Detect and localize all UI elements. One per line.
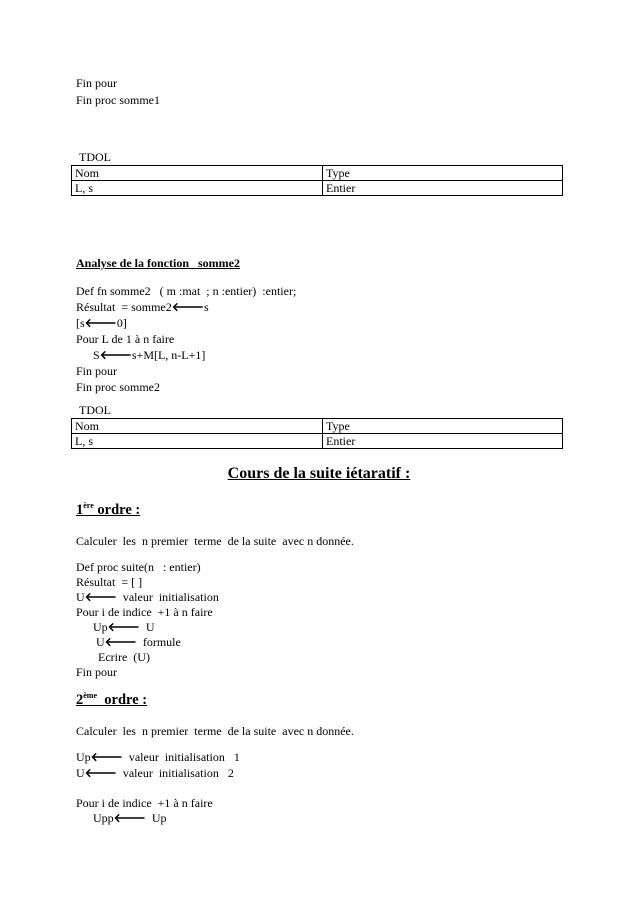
table-header-nom: Nom — [72, 166, 323, 181]
table-header-type: Type — [323, 166, 563, 181]
left-arrow-icon: 🡐 — [84, 316, 117, 330]
table-header-nom: Nom — [72, 419, 323, 434]
left-arrow-icon: 🡐 — [113, 811, 146, 825]
text-part: S — [93, 348, 100, 362]
left-arrow-icon: 🡐 — [84, 590, 117, 604]
tdol-title: TDOL — [79, 150, 111, 164]
superscript: ère — [83, 501, 94, 510]
table-cell-nom: L, s — [72, 181, 323, 196]
line-u-init — [76, 590, 219, 604]
text-part: 0] — [116, 316, 127, 330]
line-fin-pour: Fin pour — [76, 76, 118, 90]
line-body — [93, 348, 205, 362]
text-part: valeur initialisation — [116, 590, 219, 604]
line-upp-up — [93, 811, 167, 825]
text-part: Résultat = somme2 — [76, 300, 172, 314]
table-row — [72, 181, 563, 196]
table-cell-type: Entier — [323, 181, 563, 196]
text-part: U — [76, 766, 85, 780]
left-arrow-icon: 🡐 — [104, 635, 137, 649]
cours-heading: Cours de la suite iétaratif : — [227, 465, 411, 482]
tdol-title: TDOL — [79, 403, 111, 417]
line-pour: Pour i de indice +1 à n faire — [76, 605, 213, 619]
text-part: valeur initialisation 1 — [122, 750, 240, 764]
text-part: formule — [136, 635, 181, 649]
ordre1-heading — [76, 501, 140, 519]
text-part: [s — [76, 316, 85, 330]
table-cell-nom: L, s — [72, 434, 323, 449]
text-part: U — [96, 635, 105, 649]
text-part: Up — [93, 620, 108, 634]
line-fin-proc-somme2: Fin proc somme2 — [76, 380, 160, 394]
left-arrow-icon: 🡐 — [90, 750, 123, 764]
text-part: Up — [76, 750, 91, 764]
text-part: valeur initialisation 2 — [116, 766, 234, 780]
line-resultat — [76, 300, 209, 314]
tdol-table-2 — [71, 418, 563, 449]
line-up-u — [93, 620, 155, 634]
line-resultat: Résultat = [ ] — [76, 575, 143, 589]
table-row — [72, 166, 563, 181]
line-init — [76, 316, 127, 330]
left-arrow-icon: 🡐 — [171, 300, 204, 314]
line-def-fn: Def fn somme2 ( m :mat ; n :entier) :entier; — [76, 284, 297, 298]
line-ecrire: Ecrire (U) — [98, 650, 150, 664]
ordre2-heading — [76, 691, 147, 709]
text-part: U — [76, 590, 85, 604]
text-part: ordre : — [97, 692, 148, 708]
text-part: s+M[L, n-L+1] — [131, 348, 206, 362]
text-part: U — [139, 620, 155, 634]
line-def-proc: Def proc suite(n : entier) — [76, 560, 201, 574]
line-pour-2: Pour i de indice +1 à n faire — [76, 796, 213, 810]
line-fin-pour-3: Fin pour — [76, 665, 118, 679]
tdol-table-1 — [71, 165, 563, 196]
line-fin-pour-2: Fin pour — [76, 364, 118, 378]
text-part: s — [203, 300, 209, 314]
ordre2-description: Calculer les n premier terme de la suite avec n donnée. — [76, 724, 354, 738]
superscript: ème — [83, 691, 98, 700]
text-part: 2 — [76, 692, 84, 708]
line-up-init — [76, 750, 240, 764]
line-fin-proc-somme1: Fin proc somme1 — [76, 93, 160, 107]
left-arrow-icon: 🡐 — [84, 766, 117, 780]
line-u-formule — [96, 635, 181, 649]
text-part: ordre : — [93, 502, 141, 518]
text-part: Up — [145, 811, 167, 825]
left-arrow-icon: 🡐 — [107, 620, 140, 634]
line-pour: Pour L de 1 à n faire — [76, 332, 175, 346]
left-arrow-icon: 🡐 — [99, 348, 132, 362]
table-cell-type: Entier — [323, 434, 563, 449]
analyse-title: Analyse de la fonction somme2 — [76, 256, 240, 270]
table-row — [72, 419, 563, 434]
text-part: Upp — [93, 811, 114, 825]
table-row — [72, 434, 563, 449]
table-header-type: Type — [323, 419, 563, 434]
ordre1-description: Calculer les n premier terme de la suite avec n donnée. — [76, 534, 354, 548]
text-part: 1 — [76, 502, 84, 518]
line-u-init-2 — [76, 766, 234, 780]
